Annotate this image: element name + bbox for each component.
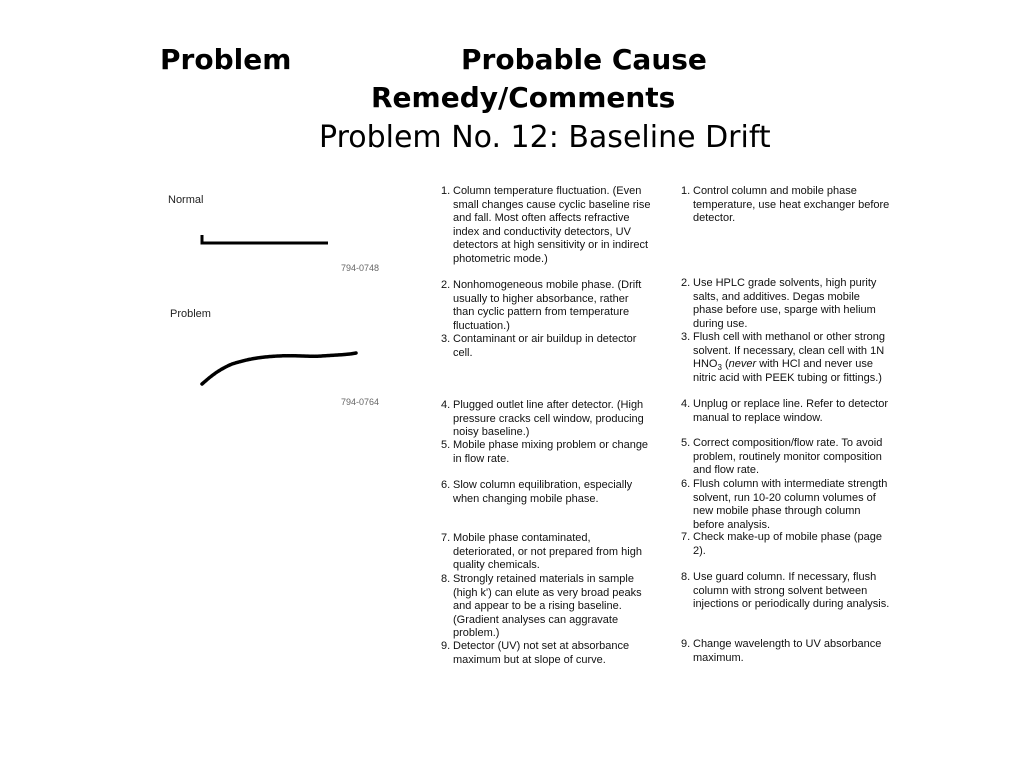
remedy-item (681, 437, 891, 478)
drifting-baseline-line (202, 353, 356, 384)
cause-text: Strongly retained materials in sample (high k') can elute as very broad peaks and appear to be a rising baseline. (Gradient analyses can aggravate problem.) (453, 573, 642, 639)
remedy-item (681, 185, 891, 226)
cause-text: Column temperature fluctuation. (Even small changes cause cyclic baseline rise and fall. Most often affects refractive index and conductivity detectors, UV detectors at high sensitivity or in indirect photometric mode.) (453, 185, 651, 265)
remedy-number: 3. (681, 331, 691, 343)
remedy-item (681, 638, 891, 665)
remedy-text-part: with HCl and never use nitric acid with PEEK tubing or fittings.) (693, 358, 882, 384)
cause-text: Detector (UV) not set at absorbance maximum but at slope of curve. (453, 640, 630, 666)
normal-figure-label: Normal (168, 194, 204, 206)
cause-text: Mobile phase mixing problem or change in flow rate. (453, 439, 649, 465)
cause-item (441, 279, 651, 333)
cause-item (441, 185, 651, 266)
remedy-text: Unplug or replace line. Refer to detector manual to replace window. (693, 398, 889, 424)
cause-text: Contaminant or air buildup in detector cell. (453, 333, 637, 359)
cause-number: 6. (441, 479, 451, 491)
remedy-number: 2. (681, 277, 691, 289)
remedy-number: 8. (681, 571, 691, 583)
remedy-number: 6. (681, 478, 691, 490)
cause-number: 1. (441, 185, 451, 197)
remedy-text: Control column and mobile phase temperature, use heat exchanger before detector. (693, 185, 890, 224)
cause-text: Plugged outlet line after detector. (High pressure cracks cell window, producing noisy baseline.) (453, 399, 644, 438)
remedy-text: Use HPLC grade solvents, high purity salts, and additives. Degas mobile phase before use, sparge with helium during use. (693, 277, 877, 330)
remedy-number: 7. (681, 531, 691, 543)
remedy-number: 1. (681, 185, 691, 197)
cause-number: 2. (441, 279, 451, 291)
cause-number: 7. (441, 532, 451, 544)
cause-item (441, 439, 651, 466)
remedy-text-emphasis: never (728, 358, 757, 370)
cause-item (441, 573, 651, 641)
cause-number: 9. (441, 640, 451, 652)
remedy-text: Use guard column. If necessary, flush column with strong solvent between injections or periodically during analysis. (693, 571, 890, 610)
subscript-3: 3 (717, 363, 722, 373)
remedy-text: Flush column with intermediate strength solvent, run 10-20 column volumes of new mobile phase through column before analysis. (693, 478, 888, 531)
problem-figure-code: 794-0764 (341, 397, 380, 407)
cause-item (441, 333, 651, 360)
normal-baseline-line (202, 235, 328, 243)
remedy-number: 4. (681, 398, 691, 410)
remedy-item (681, 531, 891, 558)
header-remedy-comments: Remedy/Comments (371, 81, 676, 114)
remedy-text: Check make-up of mobile phase (page 2). (693, 531, 882, 557)
cause-number: 8. (441, 573, 451, 585)
remedy-item (681, 331, 891, 385)
remedy-text (693, 331, 891, 385)
cause-item (441, 532, 651, 573)
cause-number: 3. (441, 333, 451, 345)
problem-figure-label: Problem (170, 308, 211, 320)
remedy-item (681, 478, 891, 532)
header-probable-cause: Probable Cause (461, 43, 707, 76)
remedy-number: 5. (681, 437, 691, 449)
cause-item (441, 399, 651, 440)
normal-baseline-figure (196, 230, 336, 260)
page-title: Problem No. 12: Baseline Drift (319, 120, 771, 155)
cause-text: Slow column equilibration, especially when changing mobile phase. (453, 479, 633, 505)
remedy-item (681, 277, 891, 331)
remedy-text: Change wavelength to UV absorbance maximum. (693, 638, 882, 664)
remedy-text: Correct composition/flow rate. To avoid problem, routinely monitor composition and flow rate. (693, 437, 883, 476)
remedy-number: 9. (681, 638, 691, 650)
cause-item (441, 640, 651, 667)
cause-text: Nonhomogeneous mobile phase. (Drift usually to higher absorbance, rather than cyclic pattern from temperature fluctuation.) (453, 279, 642, 332)
normal-figure-code: 794-0748 (341, 263, 380, 273)
remedy-text-part: Flush cell with methanol or other strong solvent. If necessary, clean cell with 1N HNO (693, 331, 885, 370)
header-problem: Problem (160, 43, 292, 76)
remedy-item (681, 571, 891, 612)
remedy-item (681, 398, 891, 425)
cause-number: 5. (441, 439, 451, 451)
drifting-baseline-figure (196, 344, 366, 394)
cause-item (441, 479, 651, 506)
cause-number: 4. (441, 399, 451, 411)
remedy-text-part: ( (721, 358, 729, 370)
cause-text: Mobile phase contaminated, deteriorated, or not prepared from high quality chemicals. (453, 532, 642, 571)
